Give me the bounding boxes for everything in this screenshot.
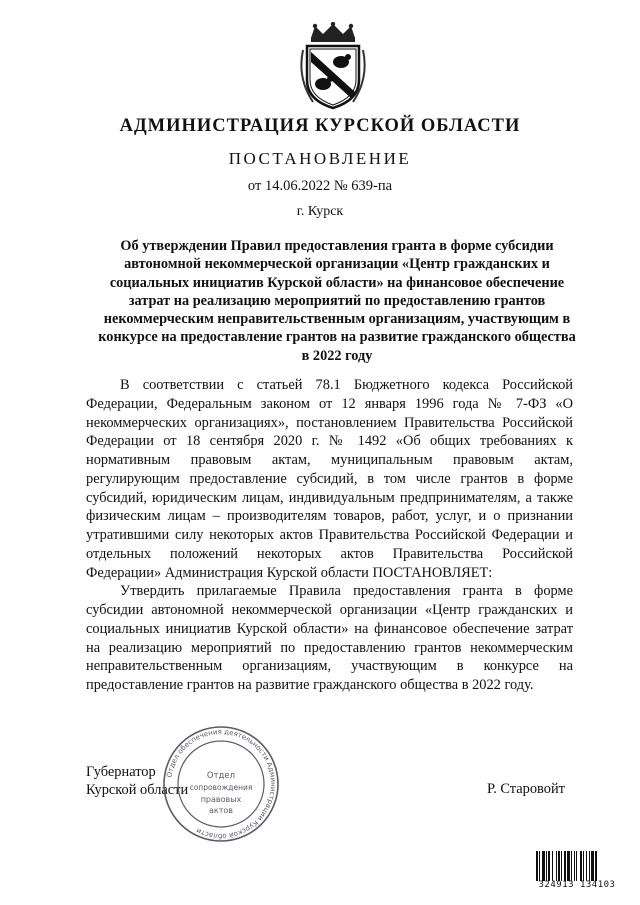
barcode-bar xyxy=(595,851,597,881)
svg-text:Отдел: Отдел xyxy=(206,771,236,781)
barcode-bar xyxy=(564,851,566,881)
barcode-bar xyxy=(567,851,570,881)
signatory-name: Р. Старовойт xyxy=(487,781,565,797)
barcode-digits: 324913 134103 xyxy=(538,880,616,890)
document-city: г. Курск xyxy=(296,204,344,219)
svg-text:правовых: правовых xyxy=(200,795,242,804)
barcode-bar xyxy=(556,851,557,881)
document-date-number: от 14.06.2022 № 639-па xyxy=(247,178,393,194)
barcode-bar xyxy=(536,851,538,881)
document-title: Об утверждении Правил предоставления гранта в форме субсидии автономной некоммерческой организации «Центр гражданских и социальных инициатив Курской области» на финансовое обеспечение затрат на реализацию мероприятий по предоставлению грантов некоммерческим неправительственным организациям, участвующим в конкурсе на предоставление грантов на развитие гражданского общества в 2022 году xyxy=(98,238,576,364)
svg-text:актов: актов xyxy=(208,806,234,815)
svg-text:сопровождения: сопровождения xyxy=(189,783,253,792)
coat-of-arms-emblem xyxy=(297,22,369,110)
document-body xyxy=(86,376,573,695)
barcode-bar xyxy=(552,851,553,881)
body-paragraph-1: В соответствии с статьей 78.1 Бюджетного кодекса Российской Федерации, Федеральным законом от 12 января 1996 года № 7-ФЗ «О некоммерческих организациях», постановлением Правительства Российской Федерации от 18 сентября 2020 г. № 1492 «Об общих требованиях к нормативным правовым актам, муниципальным правовым актам, регулирующим предоставление субсидий, в том числе грантов в форме субсидий, юридическим лицам, индивидуальным предпринимателям, а также физическим лицам – производителям товаров, работ, услуг, и о признании утратившими силу некоторых актов Правительства Российской Федерации и отдельных положений некоторых актов Правительства Российской Федерации» Администрация Курской области ПОСТАНОВЛЯЕТ: xyxy=(86,377,573,581)
barcode-bar xyxy=(583,851,584,881)
barcode-bar xyxy=(558,851,560,881)
barcode-bar xyxy=(546,851,547,881)
svg-text:Отдел обеспечения деятельности: Отдел обеспечения деятельности Администрации Курской области xyxy=(165,727,278,841)
organization-title: АДМИНИСТРАЦИЯ КУРСКОЙ ОБЛАСТИ xyxy=(119,116,521,136)
document-barcode xyxy=(536,851,618,881)
barcode-bar xyxy=(561,851,562,881)
body-paragraph-2: Утвердить прилагаемые Правила предоставления гранта в форме субсидии автономной некоммерческой организации «Центр гражданских и социальных инициатив Курской области» на финансовое обеспечение затрат на реализацию мероприятий по предоставлению грантов некоммерческим неправительственным организациям, участвующим в конкурсе на предоставление грантов на развитие гражданского общества в 2022 году. xyxy=(86,583,573,693)
barcode-bar xyxy=(586,851,587,881)
document-type: ПОСТАНОВЛЕНИЕ xyxy=(228,149,412,168)
signatory-position-line1: Губернатор xyxy=(86,764,156,780)
barcode-bar xyxy=(539,851,540,881)
barcode-bar xyxy=(571,851,572,881)
barcode-bar xyxy=(580,851,582,881)
signatory-position-line2: Курской области xyxy=(86,782,189,798)
barcode-bar xyxy=(542,851,545,881)
barcode-bar xyxy=(548,851,550,881)
barcode-bar xyxy=(576,851,577,881)
barcode-bar xyxy=(589,851,590,881)
official-stamp xyxy=(162,724,280,844)
barcode-bar xyxy=(574,851,575,881)
barcode-bar xyxy=(591,851,594,881)
